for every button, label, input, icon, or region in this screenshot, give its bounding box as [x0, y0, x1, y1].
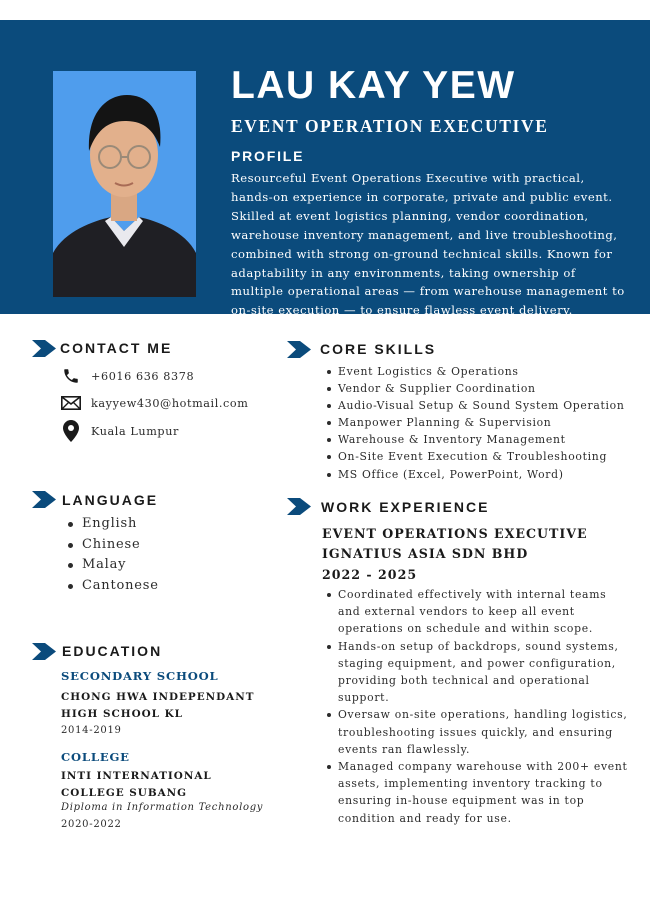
phone-icon	[60, 365, 82, 387]
skills-list	[327, 363, 625, 483]
bullet-line: operations on schedule and within scope.	[338, 622, 593, 636]
education-years: 2020-2022	[61, 819, 122, 830]
work-heading: WORK EXPERIENCE	[321, 499, 490, 515]
list-item: Vendor & Supplier Coordination	[327, 380, 625, 397]
profile-line: Skilled at event logistics planning, vendor coordination,	[231, 208, 589, 223]
location-text: Kuala Lumpur	[91, 424, 179, 438]
list-item: MS Office (Excel, PowerPoint, Word)	[327, 466, 625, 483]
bullet-line: providing both technical and operational	[338, 674, 590, 688]
list-item: Manpower Planning & Supervision	[327, 414, 625, 431]
chevron-arrow-icon	[32, 491, 56, 508]
profile-photo	[53, 71, 196, 297]
school-line: INTI INTERNATIONAL	[61, 770, 212, 782]
bullet-line: and external vendors to keep all event	[338, 605, 575, 619]
profile-line: warehouse inventory management, and live troubleshooting,	[231, 227, 618, 242]
list-item	[327, 638, 628, 707]
list-item	[327, 758, 628, 827]
chevron-arrow-icon	[32, 643, 56, 660]
email-address: kayyew430@hotmail.com	[91, 396, 249, 410]
contact-heading: CONTACT ME	[60, 340, 173, 356]
bullet-line: troubleshooting issues quickly, and ensuring	[338, 725, 613, 739]
list-item: Malay	[68, 555, 159, 576]
phone-number: +6016 636 8378	[91, 369, 195, 383]
skills-heading: CORE SKILLS	[320, 341, 437, 357]
work-company: IGNATIUS ASIA SDN BHD	[322, 546, 529, 562]
list-item: On-Site Event Execution & Troubleshooting	[327, 448, 625, 465]
bullet-line: Coordinated effectively with internal teams	[338, 588, 607, 601]
contact-email	[60, 392, 249, 414]
list-item	[327, 706, 628, 758]
profile-line: combined with strong on-ground technical skills. Known for	[231, 246, 613, 261]
education-years: 2014-2019	[61, 725, 122, 736]
profile-line: hands-on experience in corporate, private and public event.	[231, 189, 613, 204]
contact-phone	[60, 365, 195, 387]
bullet-line: events ran flawlessly.	[338, 742, 471, 756]
profile-line: Resourceful Event Operations Executive with practical,	[231, 171, 585, 185]
school-line: CHONG HWA INDEPENDANT	[61, 691, 255, 703]
language-heading: LANGUAGE	[62, 492, 159, 508]
bullet-line: ensuring in-house equipment was in top	[338, 794, 585, 808]
list-item: English	[68, 514, 159, 535]
contact-location	[60, 420, 179, 442]
bullet-line: Hands-on setup of backdrops, sound systems,	[338, 639, 619, 653]
bullet-line: staging equipment, and power configuration,	[338, 656, 616, 670]
chevron-arrow-icon	[287, 341, 311, 358]
chevron-arrow-icon	[32, 340, 56, 357]
bullet-line: support.	[338, 691, 390, 705]
school-line: COLLEGE SUBANG	[61, 787, 188, 799]
education-heading: EDUCATION	[62, 643, 163, 659]
list-item: Cantonese	[68, 576, 159, 597]
language-list	[68, 514, 159, 596]
education-entry-title: SECONDARY SCHOOL	[61, 669, 219, 683]
profile-line: adaptability in any environments, taking ownership of	[231, 265, 576, 280]
list-item: Warehouse & Inventory Management	[327, 431, 625, 448]
profile-heading: PROFILE	[231, 148, 305, 164]
profile-line: multiple operational areas — from warehouse management to	[231, 284, 625, 299]
education-diploma: Diploma in Information Technology	[61, 802, 264, 813]
list-item: Audio-Visual Setup & Sound System Operation	[327, 397, 625, 414]
header-banner	[0, 20, 650, 318]
education-school	[61, 689, 254, 723]
education-entry-title: COLLEGE	[61, 750, 130, 764]
bullet-line: Oversaw on-site operations, handling logistics,	[338, 708, 628, 722]
bullet-line: Managed company warehouse with 200+ event	[338, 760, 628, 774]
school-line: HIGH SCHOOL KL	[61, 708, 183, 720]
profile-summary	[231, 169, 627, 320]
education-school	[61, 768, 212, 802]
list-item: Chinese	[68, 535, 159, 556]
chevron-arrow-icon	[287, 498, 311, 515]
work-role: EVENT OPERATIONS EXECUTIVE	[322, 526, 588, 541]
work-bullets	[327, 586, 628, 827]
bullet-line: assets, implementing inventory tracking to	[338, 777, 603, 791]
work-period: 2022 - 2025	[322, 566, 418, 582]
bullet-line: condition and ready for use.	[338, 811, 512, 825]
job-title: EVENT OPERATION EXECUTIVE	[231, 116, 549, 136]
mail-icon	[60, 392, 82, 414]
location-pin-icon	[60, 420, 82, 442]
profile-line: on-site execution — to ensure flawless event delivery.	[231, 303, 573, 318]
candidate-name: LAU KAY YEW	[231, 64, 516, 107]
list-item: Event Logistics & Operations	[327, 363, 625, 380]
work-role-block	[322, 524, 588, 585]
list-item	[327, 586, 628, 638]
